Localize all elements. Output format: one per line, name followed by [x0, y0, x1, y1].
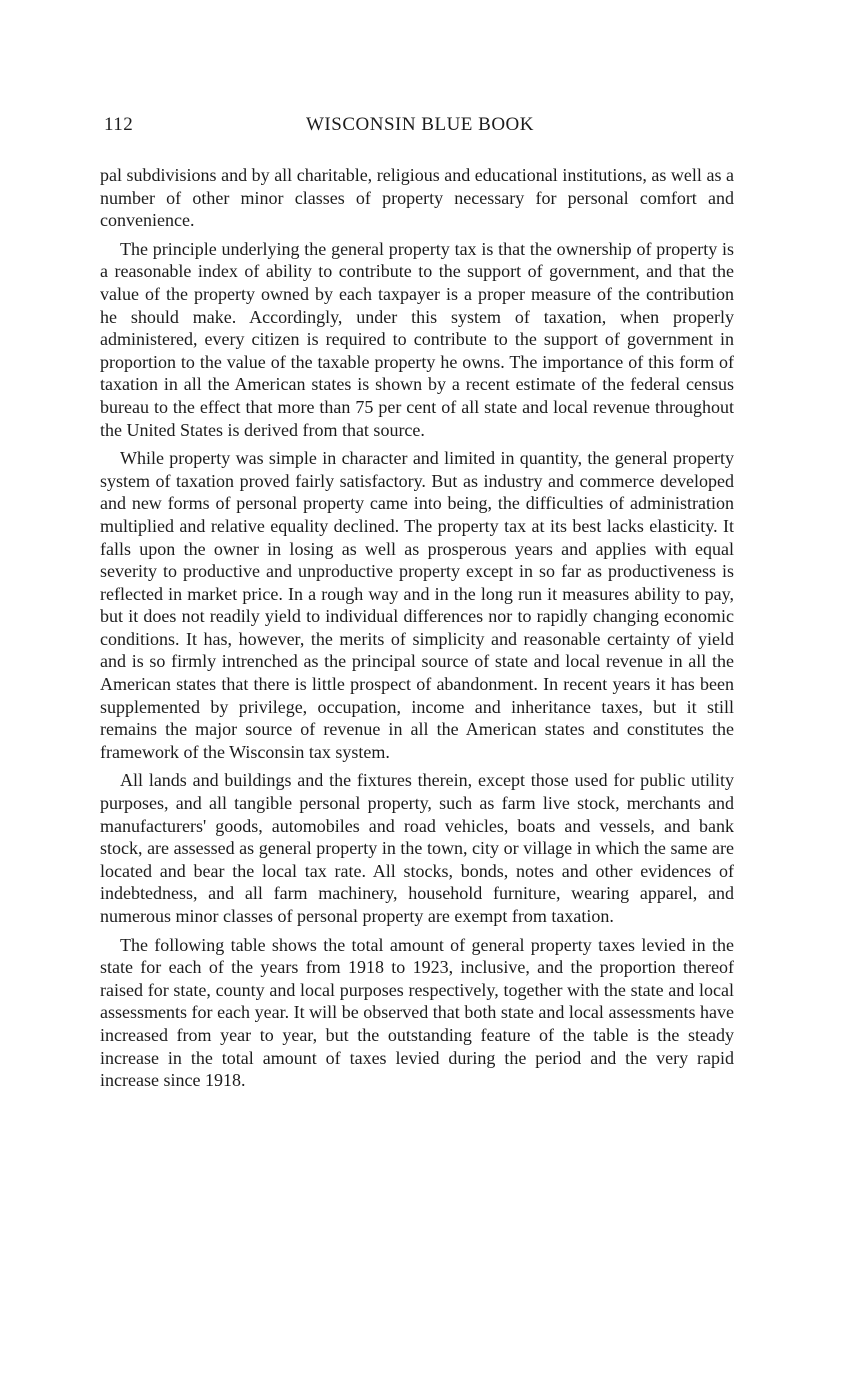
paragraph-principle: The principle underlying the general property tax is that the ownership of property is a reasonable index of ability to contribute to the support of government, and that the value of the property owned by each taxpayer is a proper measure of the contribution he should make. Accordingly, under this system of taxation, when properly administered, every citizen is required to contribute to the support of government in proportion to the value of the taxable property he owns. The importance of this form of taxation in all the American states is shown by a recent estimate of the federal census bureau to the effect that more than 75 per cent of all state and local revenue throughout the United States is derived from that source. [100, 238, 734, 440]
paragraph-assessment: All lands and buildings and the fixtures therein, except those used for public utility purposes, and all tangible personal property, such as farm live stock, merchants and manufacturers' goods, automobiles and road vehicles, boats and vessels, and bank stock, are assessed as general property in the town, city or village in which the same are located and bear the local tax rate. All stocks, bonds, notes and other evidences of indebtedness, and all farm machinery, household furniture, wearing apparel, and numerous minor classes of personal property are exempt from taxation. [100, 770, 734, 926]
page-number: 112 [104, 114, 134, 135]
running-title: WISCONSIN BLUE BOOK [306, 114, 534, 135]
paragraph-continuation: pal subdivisions and by all charitable, religious and educational institutions, as well as a number of other minor classes of property necessary for personal comfort and convenience. [100, 165, 734, 231]
page-header [104, 114, 736, 142]
paragraph-table-intro: The following table shows the total amount of general property taxes levied in the state for each of the years from 1918 to 1923, inclusive, and the proportion thereof raised for state, county and local purposes respectively, together with the state and local assessments for each year. It will be observed that both state and local assessments have increased from year to year, but the outstanding feature of the table is the steady increase in the total amount of taxes levied during the period and the very rapid increase since 1918. [100, 934, 734, 1091]
paragraph-history: While property was simple in character and limited in quantity, the general property system of taxation proved fairly satisfactory. But as industry and commerce developed and new forms of personal property came into being, the difficulties of administration multiplied and relative equality declined. The property tax at its best lacks elasticity. It falls upon the owner in losing as well as prosperous years and applies with equal severity to productive and unproductive property except in so far as productiveness is reflected in market price. In a rough way and in the long run it measures ability to pay, but it does not readily yield to individual differences nor to rapidly changing economic conditions. It has, however, the merits of simplicity and reasonable certainty of yield and is so firmly intrenched as the principal source of state and local revenue in all the American states that there is little prospect of abandonment. In recent years it has been supplemented by privilege, occupation, income and inheritance taxes, but it still remains the major source of revenue in all the American states and constitutes the framework of the Wisconsin tax system. [100, 448, 734, 762]
body-text [100, 164, 734, 1098]
